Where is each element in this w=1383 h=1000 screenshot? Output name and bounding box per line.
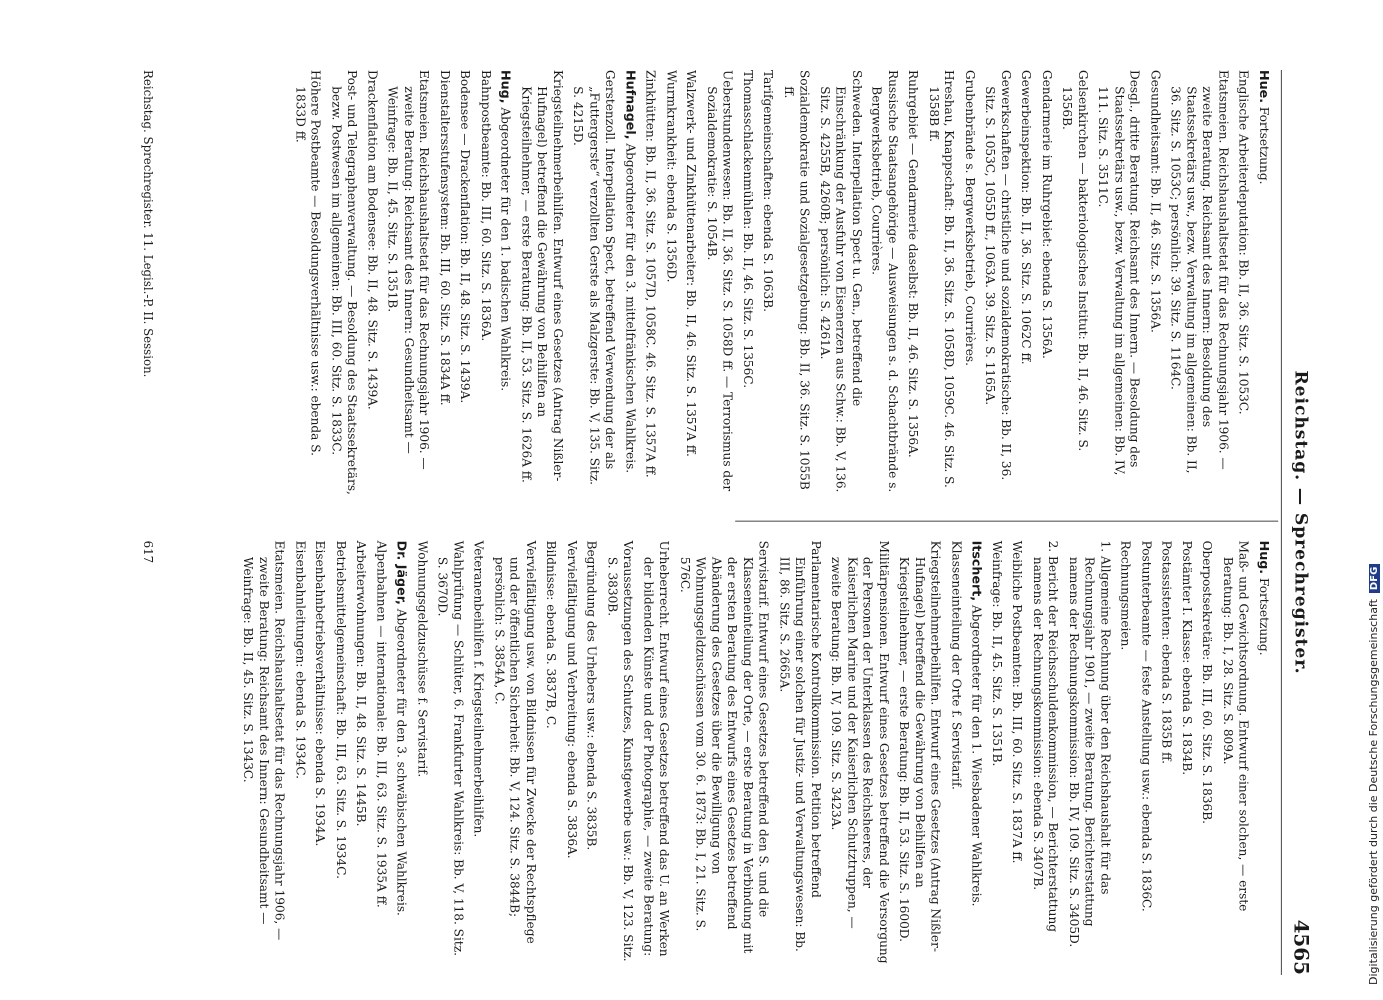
index-entry [332, 541, 348, 966]
index-entry [1038, 70, 1054, 495]
entry-headword: Hug, [498, 70, 514, 104]
footer-page-number: 617 [140, 540, 155, 564]
index-entry [988, 541, 1004, 966]
entry-text: Postämter I. Klasse: ebenda S. 1834B. [1179, 540, 1194, 776]
entry-text: Veteranenbeihilfen f. Kriegsteilnehmerbeihilfen. [471, 540, 485, 838]
entry-text: Abgeordneter für den 3. mittelfränkischen Wahlkreis. [622, 143, 637, 474]
index-entry [364, 70, 380, 495]
index-entry [925, 70, 957, 495]
index-entry [780, 70, 812, 495]
entry-text: Abgeordneter für den 3. schwäbischen Wahlkreis. [394, 608, 409, 916]
entry-text: Englische Arbeiterdeputation: Bb. II, 36. Sitz. S. 1053C. [1236, 70, 1250, 415]
index-entry [1147, 70, 1163, 495]
entry-text: Servistarif. Entwurf eines Gesetzes betreffend den S. und die Klasseneinteilung der Orte, — erste Beratung in Verbindung mit der ersten Beratung des Entwurfs eines Gesetzes betreffend Abänderung des Gesetzes über die Bewilligung von Wohnungsgeldzuschüssen vom 30. 6. 1873: Bb. I, 21. Sitz. S. 576C. [677, 540, 771, 954]
entry-text: Russische Staatsangehörige — Ausweisungen s. d. Schachtbrände s. Bergwerksbetrieb, Courrières. [869, 70, 899, 493]
index-entry [312, 541, 328, 966]
index-entry [563, 541, 579, 966]
entry-text: Etatsmeien. Reichshaushaltsetat für das Rechnungsjahr 1906. — zweite Beratung. Reichsamt des Innern: Besoldung des Staatssekretärs usw., bezw. Verwaltung im allgemeinen: Bb. II, 36. Sitz. S. 1053C; persönlich: 39. Sitz. S. 1164C. [1168, 70, 1230, 474]
entry-text: Weinfrage: Bb. II, 45. Sitz. S. 1351B. [989, 540, 1004, 767]
index-entry [981, 70, 1013, 495]
index-entry [1167, 70, 1230, 495]
entry-headword: Hufnagel, [622, 70, 638, 140]
index-entry [1094, 70, 1142, 495]
entry-text: Voraussetzungen des Schutzes, Kunstgewerbe usw.: Bb. V, 123. Sitz. S. 3830B. [604, 540, 635, 962]
index-entry [676, 541, 771, 966]
dfg-logo: DFG [1369, 564, 1380, 593]
entry-text: Betriebsmittelgemeinschaft: Bb. III, 63. Sitz. S. 1934C. [333, 540, 347, 879]
index-entry [968, 541, 984, 966]
index-entry [1029, 541, 1061, 966]
index-entry [1199, 541, 1215, 966]
digitization-credit [1367, 5, 1380, 985]
index-entry [291, 541, 307, 966]
index-entry [683, 70, 699, 495]
entry-text: Abgeordneter für den 1. badischen Wahlkreis. [498, 107, 513, 392]
index-entry [393, 541, 409, 966]
entry-text: Wohnungsgeldzuschüsse f. Servistarif. [414, 540, 429, 778]
index-entry [518, 70, 566, 495]
running-title: Reichstag. — Sprechregister. [1290, 370, 1311, 675]
index-entry [384, 70, 432, 495]
entry-text: Kriegsteilnehmerbeihilfen. Entwurf eines Gesetzes (Antrag Nißler-Hufnagel) betreffend die Gewährung von Beihilfen an Kriegsteilnehmer, — erste Beratung: Bb. II, 53. Sitz. S. 1626A ff. [518, 70, 565, 483]
entry-text: Gerstenzoll. Interpellation Spect, betreffend Verwendung der als „Futtergerste“ verzollten Gerste als Malzgerste: Bb. V, 135. Sitz. S. 4215D. [570, 70, 617, 486]
entry-text: Militärpensionen. Entwurf eines Gesetzes betreffend die Versorgung der Personen der Unterklassen des Reichsheeres, der Kaiserlichen Marine und der Kaiserlichen Schutztruppen, — zweite Beratung: Bb. IV, 109. Sitz. S. 3423A. [828, 540, 890, 964]
entry-text: Gewerbeinspektion: Bb. II, 36. Sitz. S. 1062C ff. [1018, 70, 1033, 365]
entry-text: Etatsmeien. Reichshaushaltsetat für das Rechnungsjahr 1906. — zweite Beratung: Reichsamt des Innern: Gesundheitsamt — Weinfrage: Bb. II, 45. Sitz. S. 1351B. [385, 70, 431, 470]
entry-text: Fortsetzung. [1256, 577, 1271, 656]
entry-text: Ueberstundenwesen: Bb. II, 36. Sitz. S. 1058D ff. — Terrorismus der Sozialdemokratie: S. 1054B. [704, 70, 734, 492]
index-entry [327, 70, 359, 495]
entry-text: Bodensee — Drackenflation: Bb. II, 48. Sitz. S. 1439A. [457, 70, 472, 404]
index-entry [1008, 541, 1024, 966]
index-entry [622, 70, 638, 495]
index-entry [497, 70, 513, 495]
index-entry [816, 70, 864, 495]
index-entry [642, 70, 658, 495]
entry-text: Maß- und Gewichtsordnung. Entwurf einer solchen, — erste Beratung: Bb. I, 28. Sitz. S. 809A. [1220, 540, 1250, 912]
entry-headword: Dr. Jäger, [394, 540, 409, 605]
index-entry [1117, 541, 1133, 966]
footer-signature: Reichstag. Sprechregister. 11. Legisl.-P. II. Session. [140, 70, 155, 378]
entry-text: 1. Allgemeine Rechnung über den Reichshaushalt für das Rechnungsjahr 1901, — zweite Beratung. Berichterstattung namens der Rechnungskommission: Bb. IV, 109. Sitz. S. 3405D. [1066, 540, 1112, 948]
index-entry [1255, 70, 1271, 495]
index-entry [760, 70, 776, 495]
index-entry [947, 541, 963, 966]
index-entry [239, 541, 287, 966]
index-entry [413, 541, 429, 966]
index-entry [456, 70, 472, 495]
column-divider [735, 521, 1278, 522]
entry-text: Bahnpostbeamte: Bb. III, 60. Sitz. S. 1836A. [478, 70, 492, 342]
index-entry [434, 541, 466, 966]
page-number: 4565 [1289, 919, 1313, 975]
entry-text: Arbeiterwohnungen: Bb. II, 48. Sitz. S. 1445B. [353, 540, 368, 827]
index-entry [640, 541, 672, 966]
entry-text: Zinkhütten: Bb. II, 36. Sitz. S. 1057D, 1058C. 46. Sitz. S. 1357A ff. [643, 70, 657, 478]
index-entry [1158, 541, 1174, 966]
entry-text: Desgl., dritte Beratung. Reichsamt des Innern. — Besoldung des Staatssekretärs usw., bezw. Verwaltung im allgemeinen: Bb. IV, 111. Sitz. S. 3511C. [1095, 70, 1142, 476]
index-entry [1137, 541, 1153, 966]
page-header [1281, 70, 1318, 975]
index-entry [291, 70, 323, 495]
index-entry [542, 541, 558, 966]
entry-text: Schweden. Interpellation Spect u. Gen., betreffend die Einschränkung der Ausfuhr von Eisenerzen aus Schw.: Bb. V, 136. Sitz. S. 4255B, 4260B; persönlich: S. 4261A. [817, 70, 863, 493]
entry-text: Oberpostsekretäre: Bb. III, 60. Sitz. S. 1836B. [1199, 540, 1214, 824]
index-entry [373, 541, 389, 966]
entry-text: Gewerkschaften — christliche und sozialdemokratische: Bb. II, 36. Sitz. S. 1053C, 1055D ff., 1063A. 39. Sitz. S. 1165A. [982, 70, 1013, 481]
index-entry [1255, 541, 1271, 966]
index-entry [477, 70, 493, 495]
entry-text: Hreshau, Knappschaft: Bb. II, 36. Sitz. S. 1058D, 1059C. 46. Sitz. S. 1358B ff. [926, 70, 956, 488]
entry-text: Eisenbahnleitungen: ebenda S. 1934C. [292, 540, 307, 780]
entry-text: Begründung des Urhebers usw.: ebenda S. 3835B. [584, 540, 599, 851]
index-entry [662, 70, 678, 495]
entry-text: Wurmkrankheit: ebenda S. 1356D. [663, 70, 678, 283]
entry-text: Wahlprüfung — Schlüter, 6. Frankfurter Wahlkreis: Bb. V, 118. Sitz. S. 3670D. [435, 540, 465, 956]
index-entry [961, 70, 977, 495]
entry-text: Postunterbeamte — feste Anstellung usw.: ebenda S. 1836C. [1138, 540, 1153, 912]
index-entry [775, 541, 823, 966]
entry-text: Gendarmerie im Ruhrgebiet: ebenda S. 1356A. [1039, 70, 1053, 359]
entry-headword: Hue. [1256, 70, 1271, 104]
entry-text: Rechnungsmeien. [1118, 540, 1133, 651]
entry-text: Urheberrecht. Entwurf eines Gesetzes betreffend das U. an Werken der bildenden Künste und der Photographie, — zweite Beratung: [641, 540, 671, 957]
entry-text: Vervielfältigung usw. von Bildnissen für Zwecke der Rechtspflege und der öffentlichen Sicherheit: Bb. V, 124. Sitz. S. 3844B; persönlich: S. 3854A, C. [491, 540, 537, 944]
index-entry [868, 70, 900, 495]
index-entry [739, 70, 755, 495]
entry-text: Dienstaltersstufensystem: Bb. III, 60. Sitz. S. 1834A ff. [437, 70, 452, 406]
entry-text: 2. Bericht der Reichsschuldenkommission, — Berichterstattung namens der Rechnungskommission: ebenda S. 3407B. [1030, 540, 1060, 933]
index-entry [490, 541, 538, 966]
entry-text: Abgeordneter für den 1. Wiesbadener Wahlkreis. [969, 605, 983, 907]
index-entry [1065, 541, 1113, 966]
entry-text: Kriegsteilnehmerbeihilfen. Entwurf eines Gesetzes (Antrag Nißler-Hufnagel) betreffend die Gewährung von Beihilfen an Kriegsteilnehmer, — erste Beratung: Bb. II, 53. Sitz. S. 1600D. [896, 540, 942, 952]
entry-text: Walzwerk- und Zinkhüttenarbeiter: Bb. II, 46. Sitz. S. 1357A ff. [684, 70, 698, 457]
entry-text: Tarifgemeinschaften: ebenda S. 1063B. [760, 70, 775, 313]
entry-text: Alpenbahnen — internationale: Bb. III, 63. Sitz. S. 1935A ff. [374, 540, 388, 908]
entry-text: Thomasschlackenmühlen: Bb. II, 46. Sitz. S. 1356C. [740, 70, 755, 389]
index-entry [1058, 70, 1090, 495]
index-entry [1178, 541, 1194, 966]
entry-text: Vervielfältigung und Verbreitung: ebenda S. 3836A. [564, 540, 578, 859]
index-entry [352, 541, 368, 966]
index-entry [895, 541, 943, 966]
entry-headword: Itschert, [969, 540, 984, 602]
index-entry [470, 541, 486, 966]
entry-text: Gesundheitsamt: Bb. II, 46. Sitz. S. 1356A. [1147, 70, 1162, 333]
entry-headword: Hug. [1256, 540, 1271, 575]
entry-text: Fortsetzung. [1256, 106, 1271, 185]
entry-text: Weibliche Postbeamten: Bb. III, 60. Sitz. S. 1837A ff. [1009, 540, 1024, 864]
entry-text: Post- und Telegraphenverwaltung. — Besoldung des Staatssekretärs, bezw. Postwesen im allgemeinen: Bb. III, 60. Sitz. S. 1833C. [328, 70, 359, 495]
entry-text: Gelsenkirchen — bakteriologisches Institut: Bb. II, 46. Sitz. S. 1356B. [1059, 70, 1090, 452]
credit-text: Digitalisierung gefördert durch die Deutsche Forschungsgemeinschaft [1367, 599, 1380, 985]
entry-text: Postassistenten: ebenda S. 1835B ff. [1159, 540, 1173, 764]
entry-text: Etatsmeien. Reichshaushaltsetat für das Rechnungsjahr 1906, — zweite Beratung: Reichsamt des Innern: Gesundheitsamt — Weinfrage: Bb. II, 45. Sitz. S. 1343C. [240, 540, 286, 941]
entry-text: Eisenbahnbetriebsverhältnisse: ebenda S. 1934A. [312, 540, 327, 847]
entry-text: Drackenflation am Bodensee: Bb. II, 48. Sitz. S. 1439A. [365, 70, 379, 410]
index-entry [1219, 541, 1251, 966]
index-entry [703, 70, 735, 495]
entry-text: Parlamentarische Kontrollkommission. Petition betreffend Einführung einer solchen für Justiz- und Verwaltungswesen: Bb. III, 86. Sitz. S. 2665A. [776, 540, 823, 952]
entry-text: Klasseneinteilung der Orte f. Servistarif. [948, 540, 963, 790]
entry-text: Bildnisse: ebenda S. 3837B, C. [543, 540, 558, 729]
entry-text: Ruhrgebiet — Gendarmerie daselbst: Bb. II, 46. Sitz. S. 1356A. [905, 70, 920, 458]
entry-text: Sozialdemokratie und Sozialgesetzgebung: Bb. II, 36. Sitz. S. 1055B ff. [781, 70, 811, 490]
index-entry [827, 541, 890, 966]
index-entry [583, 541, 599, 966]
index-entry [1018, 70, 1034, 495]
right-column [235, 541, 1271, 966]
index-entry [1235, 70, 1251, 495]
left-column [287, 70, 1271, 495]
index-entry [904, 70, 920, 495]
entry-text: Höhere Postbeamte — Besoldungsverhältnisse usw.: ebenda S. 1833D ff. [292, 70, 323, 456]
index-entry [570, 70, 618, 495]
entry-text: Grubenbrände s. Bergwerksbetrieb, Courrières. [962, 70, 976, 366]
index-entry [436, 70, 452, 495]
rotated-page [66, 70, 1318, 975]
index-entry [604, 541, 636, 966]
